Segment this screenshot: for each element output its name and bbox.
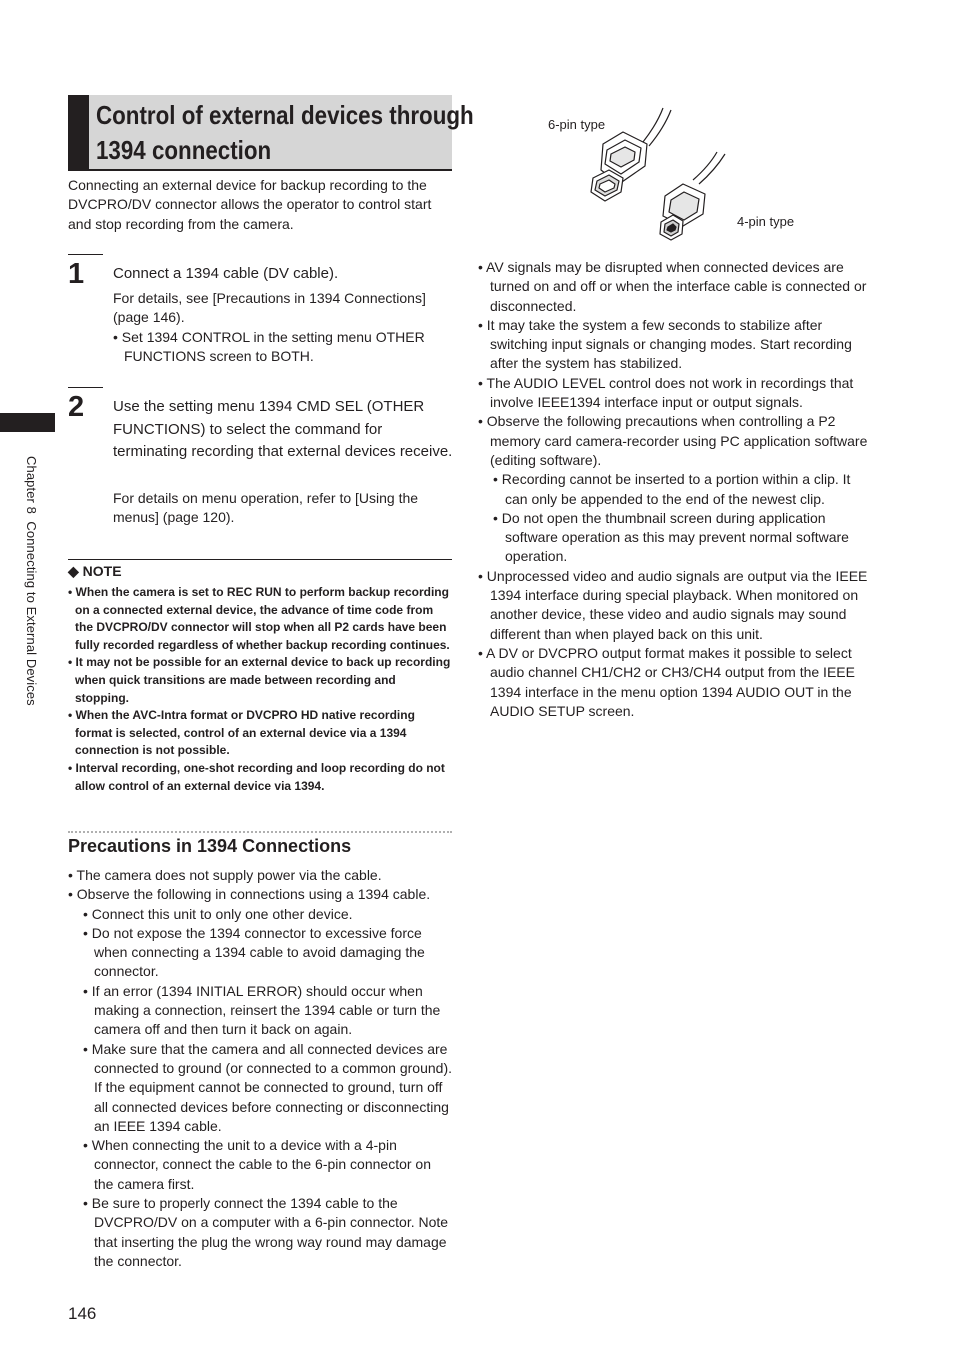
step-2-details: For details on menu operation, refer to [Using the menus] (page 120).: [113, 490, 419, 526]
right-subitem: • Recording cannot be inserted to a portion within a clip. It can only be appended to the end of the newest clip.: [493, 471, 851, 507]
precaution-subitem: • When connecting the unit to a device with a 4-pin connector, connect the cable to the 6-pin connector on the camera first.: [83, 1137, 432, 1192]
title-line-1: Control of external devices through: [96, 100, 474, 130]
step-1-instruction: Connect a 1394 cable (DV cable).: [113, 265, 339, 282]
title-accent-bar: [68, 95, 89, 169]
section-title-box: [68, 95, 474, 171]
note-item: • When the AVC-Intra format or DVCPRO HD native recording format is selected, control of an external device via a 1394 connection is not possible.: [68, 708, 415, 758]
right-item: • The AUDIO LEVEL control does not work in recordings that involve IEEE1394 interface input or output signals.: [478, 374, 854, 411]
precaution-subitem: • Do not expose the 1394 connector to excessive force when connecting a 1394 cable to avoid damaging the connector.: [83, 924, 425, 980]
chapter-tab-marker: [0, 413, 55, 432]
precautions-list: [68, 866, 452, 1271]
note-heading: ◆ NOTE: [68, 563, 122, 579]
intro-paragraph: Connecting an external device for backup recording to the DVCPRO/DV connector allows the operator to control start and stop recording from the camera.: [68, 177, 432, 232]
right-item: • AV signals may be disrupted when connected devices are turned on and off or when the interface cable is connected or disconnected.: [478, 259, 867, 314]
step-2-rule: [68, 387, 103, 388]
precautions-heading: Precautions in 1394 Connections: [68, 836, 352, 856]
step-2-number: 2: [68, 391, 85, 423]
precaution-subitem: • Connect this unit to only one other device.: [83, 905, 353, 922]
page-title: [96, 98, 474, 168]
precaution-subitem: • Be sure to properly connect the 1394 cable to the DVCPRO/DV on a computer with a 6-pin connector. Note that inserting the plug the wrong way round may damage the connector.: [83, 1195, 449, 1269]
step-2-instruction: Use the setting menu 1394 CMD SEL (OTHER FUNCTIONS) to select the command for terminating recording that external devices receive.: [113, 398, 453, 461]
step-1-bullet: • Set 1394 CONTROL in the setting menu OTHER FUNCTIONS screen to BOTH.: [113, 328, 425, 364]
note-item: • Interval recording, one-shot recording and loop recording do not allow control of an external device via 1394.: [68, 760, 445, 793]
precaution-subitem: • If an error (1394 INITIAL ERROR) should occur when making a connection, reinsert the 1394 cable or turn the camera off and then turn it back on again.: [83, 982, 441, 1038]
step-1-details: [113, 289, 453, 366]
page-number: 146: [68, 1304, 97, 1323]
note-list: [68, 584, 452, 795]
six-pin-label: 6-pin type: [548, 117, 606, 132]
precaution-item: • The camera does not supply power via the cable.: [68, 867, 382, 883]
right-item: • Observe the following precautions when controlling a P2 memory card camera-recorder using PC application software (editing software).: [478, 413, 868, 468]
right-precautions-list: [478, 258, 868, 721]
right-item: • Unprocessed video and audio signals are output via the IEEE 1394 interface during special playback. When monitored on another device, these video and audio signals may sound different than when played back on this unit.: [478, 567, 868, 642]
note-item: • It may not be possible for an external device to back up recording when quick transitions are made between recording and stopping.: [68, 655, 451, 705]
four-pin-label: 4-pin type: [737, 214, 795, 229]
step-1-number: 1: [68, 258, 85, 290]
title-line-2: 1394 connection: [96, 135, 272, 165]
right-subitem: • Do not open the thumbnail screen during application software operation as this may prevent normal software operation.: [493, 509, 849, 565]
right-item: • A DV or DVCPRO output format makes it possible to select audio channel CH1/CH2 or CH3/CH4 output from the IEEE 1394 interface in the menu option 1394 AUDIO OUT in the AUDIO SETUP screen.: [478, 644, 855, 719]
step-1-rule: [68, 254, 103, 255]
precaution-subitem: • Make sure that the camera and all connected devices are connected to ground (or connected to a common ground). If the equipment cannot be connected to ground, turn off all connected devices before connecting or disconnecting an IEEE 1394 cable.: [83, 1040, 452, 1134]
note-item: • When the camera is set to REC RUN to perform backup recording on a connected external device, the advance of time code from the DVCPRO/DV connector will stop when all P2 cards have been fully recorded regardless of whether backup recording continues.: [68, 585, 450, 652]
dotted-divider: [68, 831, 452, 833]
right-item: • It may take the system a few seconds to stabilize after switching input signals or changing modes. Start recording after the system has stabilized.: [478, 316, 852, 372]
connector-illustration: [585, 104, 735, 244]
precaution-item: • Observe the following in connections using a 1394 cable.: [68, 886, 431, 903]
step-1-reference: For details, see [Precautions in 1394 Connections] (page 146).: [113, 290, 426, 326]
chapter-side-label: Chapter 8 Connecting to External Devices: [24, 456, 39, 706]
note-rule: [68, 559, 452, 560]
